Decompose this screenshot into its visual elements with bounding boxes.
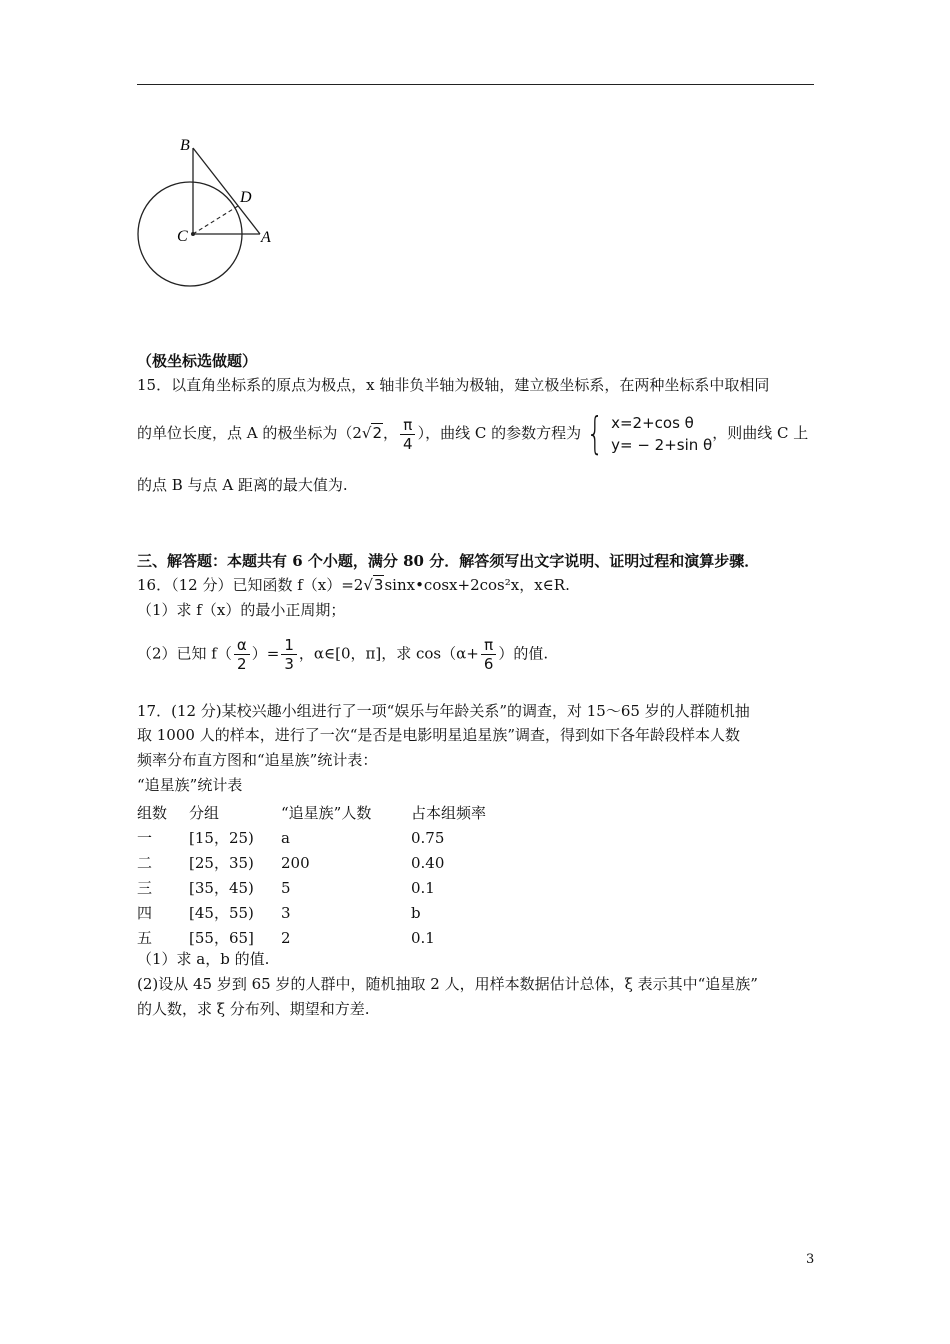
table-cell: 三 (137, 879, 153, 897)
table-cell: 2 (281, 928, 291, 947)
q17-line2: 取 1000 人的样本，进行了一次“是否是电影明星追星族”调查，得到如下各年龄段样本人数 (137, 726, 741, 744)
table-cell: 0.1 (411, 878, 435, 897)
q15-line3: 的点 B 与点 A 距离的最大值为. (137, 476, 348, 494)
q16-part2-d: ）的值. (498, 644, 549, 663)
page-number: 3 (806, 1252, 815, 1267)
label-d: D (240, 189, 252, 206)
table-cell: [55，65] (189, 929, 254, 947)
table-row (137, 825, 531, 850)
table-cell: 四 (137, 904, 153, 922)
section3-heading: 三、解答题：本题共有 6 个小题，满分 80 分．解答须写出文字说明、证明过程和演算步骤． (137, 552, 760, 570)
fan-statistics-table (137, 800, 531, 950)
table-header: 占本组频率 (411, 804, 487, 822)
table-cell: [15，25) (189, 829, 254, 847)
q17-part2-line1: (2)设从 45 岁到 65 岁的人群中，随机抽取 2 人，用样本数据估计总体，ξ 表示其中“追星族” (137, 975, 758, 993)
q16-line1-b: sinx•cosx+2cos²x，x∈R. (384, 576, 570, 594)
sqrt-two: √2 (361, 424, 383, 442)
q16-part2-c: ，α∈[0，π]，求 cos（α+ (298, 644, 479, 663)
table-cell: 0.40 (411, 853, 445, 872)
label-a: A (261, 229, 271, 246)
table-cell: 5 (281, 878, 291, 897)
q15-line1: 15．以直角坐标系的原点为极点，x 轴非负半轴为极轴，建立极坐标系，在两种坐标系中取相同 (137, 376, 770, 394)
q17-part2-line2: 的人数，求 ξ 分布列、期望和方差. (137, 1000, 370, 1018)
q16-part1: （1）求 f（x）的最小正周期； (137, 601, 346, 619)
fraction-pi-over-6: $\frac{\pi}{6}$ (481, 636, 497, 673)
q17-line3: 频率分布直方图和“追星族”统计表： (137, 751, 378, 769)
table-cell: 3 (281, 903, 291, 922)
header-rule (137, 84, 814, 85)
q17-line1: 17．(12 分)某校兴趣小组进行了一项“娱乐与年龄关系”的调查，对 15～65 岁的人群随机抽 (137, 702, 750, 720)
geometry-figure (130, 130, 280, 290)
label-c: C (177, 228, 188, 245)
fraction-pi-over-4: $\frac{\pi}{4}$ (400, 416, 416, 453)
q16-part2-b: ）= (251, 644, 280, 663)
table-cell: [35，45) (189, 879, 254, 897)
equation-y: y= − 2+sin θ (611, 436, 713, 454)
table-cell: [25，35) (189, 854, 254, 872)
table-row (137, 900, 531, 925)
q15-header: （极坐标选做题） (137, 352, 258, 370)
table-header: 组数 (137, 804, 168, 822)
table-header: 分组 (189, 804, 220, 822)
table-cell: 一 (137, 829, 153, 847)
q15-line2-c: ，则曲线 C 上 (712, 424, 809, 442)
table-cell: 二 (137, 854, 153, 872)
point-c (191, 232, 195, 236)
equation-x: x=2+cos θ (611, 414, 694, 432)
q17-part1: （1）求 a，b 的值. (137, 950, 270, 968)
q15-line2 (137, 408, 809, 459)
table-cell: 0.1 (411, 928, 435, 947)
fraction-alpha-over-2: $\frac{\alpha}{2}$ (234, 636, 250, 673)
segment-cd-dashed (193, 206, 238, 234)
table-title: “追星族”统计表 (137, 776, 243, 794)
sqrt-three: √3 (363, 576, 384, 594)
label-b: B (180, 137, 190, 154)
q16-line1-a: 16．（12 分）已知函数 f（x）=2 (137, 576, 364, 594)
q15-line2-a: 的单位长度，点 A 的极坐标为（2 (137, 424, 362, 442)
table-cell: [45，55) (189, 904, 254, 922)
table-cell: b (411, 903, 421, 922)
q15-line2-b: ），曲线 C 的参数方程为 (417, 424, 582, 442)
q16-part2 (137, 636, 548, 673)
q16-line1 (137, 574, 570, 596)
table-cell: 200 (281, 853, 310, 872)
table-header: “追星族”人数 (281, 804, 372, 822)
table-header-row (137, 800, 531, 825)
table-cell: a (281, 828, 290, 847)
table-row (137, 875, 531, 900)
q15-comma: ， (383, 424, 399, 442)
table-row (137, 925, 531, 950)
table-cell: 0.75 (411, 828, 445, 847)
q16-part2-a: （2）已知 f（ (137, 644, 232, 663)
fraction-one-third: $\frac{1}{3}$ (281, 636, 297, 673)
table-cell: 五 (137, 929, 153, 947)
table-row (137, 850, 531, 875)
parametric-equations: { x=2+cos θ y= − 2+sin θ (586, 408, 713, 459)
